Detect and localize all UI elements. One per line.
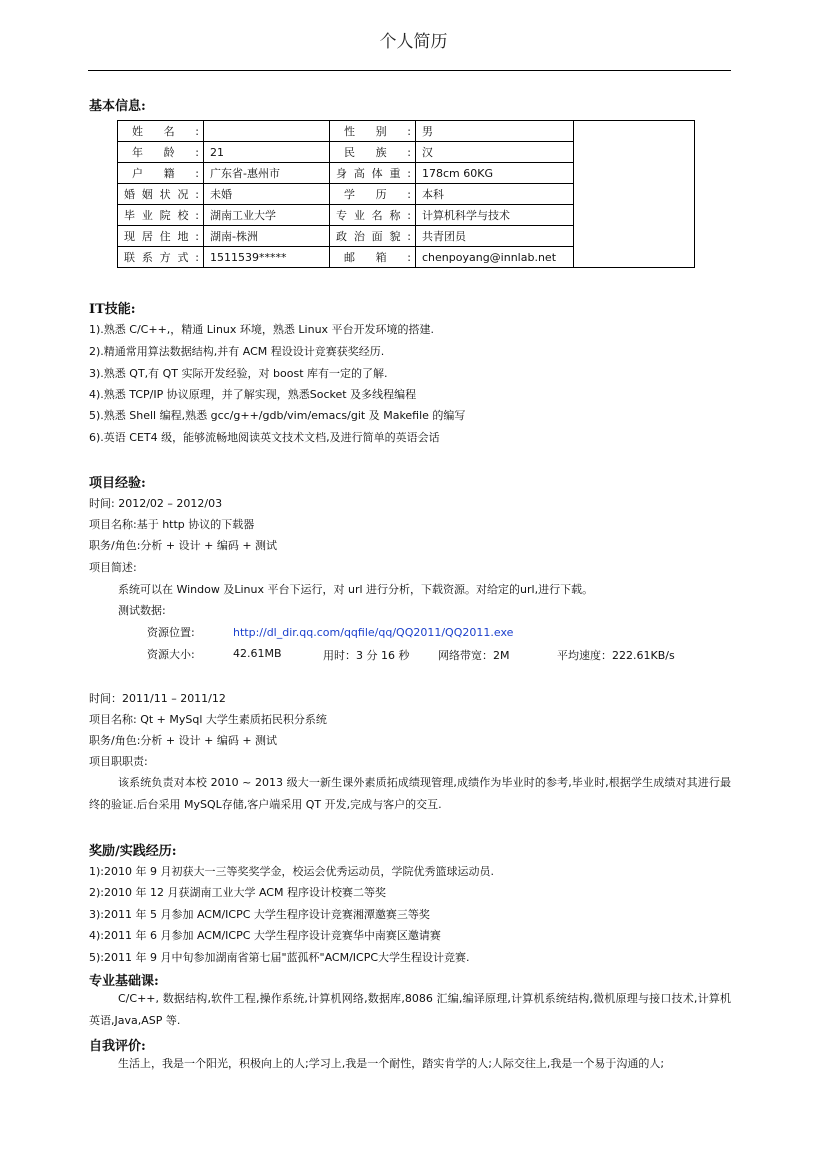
list-item: 4):2011 年 6 月参加 ACM/ICPC 大学生程序设计竞赛华中南赛区邀请赛: [89, 929, 441, 942]
height-weight-value: 178cm 60KG: [416, 163, 574, 184]
major-value: 计算机科学与技术: [416, 205, 574, 226]
courses-heading: 专业基础课:: [89, 974, 159, 989]
marital-label: 婚姻状况:: [118, 184, 204, 205]
list-item: 3).熟悉 QT,有 QT 实际开发经验，对 boost 库有一定的了解.: [89, 367, 388, 380]
list-item: 2):2010 年 12 月获湖南工业大学 ACM 程序设计校赛二等奖: [89, 886, 386, 899]
bandwidth: 网络带宽：2M: [438, 649, 510, 662]
it-skills-heading: IT技能:: [89, 302, 136, 317]
ethnicity-label: 民族:: [330, 142, 416, 163]
age-value: 21: [204, 142, 330, 163]
self-evaluation-text: 生活上，我是一个阳光，积极向上的人;学习上,我是一个耐性，踏实肯学的人;人际交往上,我是一个易于沟通的人;: [118, 1057, 665, 1070]
resource-size-value: 42.61MB: [233, 647, 282, 660]
courses-text: C/C++, 数据结构,软件工程,操作系统,计算机网络,数据库,8086 汇编,编译原理,计算机系统结构,微机原理与接口技术,计算机英语,Java,ASP 等.: [89, 992, 731, 1027]
project2-desc: 该系统负责对本校 2010 ~ 2013 级大一新生课外素质拓成绩现管理,成绩作为毕业时的参考,毕业时,根据学生成绩对其进行最终的验证.后台采用 MySQL存储,客户端采用 QT 开发,完成与客户的交互.: [89, 776, 731, 811]
list-item: 3):2011 年 5 月参加 ACM/ICPC 大学生程序设计竞赛湘潭邀赛三等奖: [89, 908, 430, 921]
project2-time: 时间：2011/11 – 2011/12: [89, 692, 226, 705]
name-label: 姓名:: [118, 121, 204, 142]
list-item: 5):2011 年 9 月中旬参加湖南省第七届"蓝孤杯"ACM/ICPC大学生程设计竞赛.: [89, 951, 470, 964]
residence-value: 湖南-株洲: [204, 226, 330, 247]
time-used: 用时：3 分 16 秒: [323, 649, 410, 662]
list-item: 5).熟悉 Shell 编程,熟悉 gcc/g++/gdb/vim/emacs/git 及 Makefile 的编写: [89, 409, 466, 422]
list-item: 6).英语 CET4 级，能够流畅地阅读英文技术文档,及进行简单的英语会话: [89, 431, 440, 444]
political-label: 政治面貌:: [330, 226, 416, 247]
education-value: 本科: [416, 184, 574, 205]
project2-duty-label: 项目职职责:: [89, 755, 148, 768]
gender-label: 性别:: [330, 121, 416, 142]
project1-name: 项目名称:基于 http 协议的下载器: [89, 518, 255, 531]
project1-time: 时间: 2012/02 – 2012/03: [89, 497, 223, 510]
political-value: 共青团员: [416, 226, 574, 247]
email-value: chenpoyang@innlab.net: [416, 247, 574, 268]
project2-role: 职务/角色:分析 + 设计 + 编码 + 测试: [89, 734, 278, 747]
list-item: 1):2010 年 9 月初获大一三等奖奖学金，校运会优秀运动员，学院优秀篮球运动员.: [89, 865, 494, 878]
hukou-value: 广东省-惠州市: [204, 163, 330, 184]
projects-heading: 项目经验:: [89, 476, 146, 491]
project1-role: 职务/角色:分析 + 设计 + 编码 + 测试: [89, 539, 278, 552]
email-label: 邮箱:: [330, 247, 416, 268]
resource-size-label: 资源大小:: [147, 648, 195, 661]
residence-label: 现居住地:: [118, 226, 204, 247]
basic-info-table: [117, 120, 695, 268]
project1-desc-label: 项目简述:: [89, 561, 137, 574]
avg-speed: 平均速度：222.61KB/s: [557, 649, 675, 662]
marital-value: 未婚: [204, 184, 330, 205]
self-evaluation-heading: 自我评价:: [89, 1039, 146, 1054]
photo-cell: [574, 121, 695, 268]
major-label: 专业名称:: [330, 205, 416, 226]
resource-location-label: 资源位置:: [147, 626, 195, 639]
contact-value: 1511539*****: [204, 247, 330, 268]
list-item: 4).熟悉 TCP/IP 协议原理，并了解实现，熟悉Socket 及多线程编程: [89, 388, 417, 401]
education-label: 学历:: [330, 184, 416, 205]
table-row: [118, 121, 695, 142]
height-weight-label: 身高体重:: [330, 163, 416, 184]
resource-url-link[interactable]: http://dl_dir.qq.com/qqfile/qq/QQ2011/QQ2011.exe: [233, 626, 514, 639]
project1-desc: 系统可以在 Window 及Linux 平台下运行，对 url 进行分析，下载资源。对给定的url,进行下载。: [118, 583, 594, 596]
basic-info-heading: 基本信息:: [89, 99, 146, 114]
header-rule: [88, 70, 731, 71]
gender-value: 男: [416, 121, 574, 142]
page-title: 个人简历: [379, 32, 448, 52]
name-value: [204, 121, 330, 142]
school-value: 湖南工业大学: [204, 205, 330, 226]
list-item: 1).熟悉 C/C++,，精通 Linux 环境，熟悉 Linux 平台开发环境的搭建.: [89, 323, 435, 336]
awards-heading: 奖励/实践经历:: [89, 844, 177, 859]
hukou-label: 户籍:: [118, 163, 204, 184]
age-label: 年龄:: [118, 142, 204, 163]
school-label: 毕业院校:: [118, 205, 204, 226]
ethnicity-value: 汉: [416, 142, 574, 163]
list-item: 2).精通常用算法数据结构,并有 ACM 程设设计竞赛获奖经历.: [89, 345, 385, 358]
contact-label: 联系方式:: [118, 247, 204, 268]
project1-test-label: 测试数据:: [118, 604, 166, 617]
project2-name: 项目名称: Qt + MySql 大学生素质拓民积分系统: [89, 713, 327, 726]
